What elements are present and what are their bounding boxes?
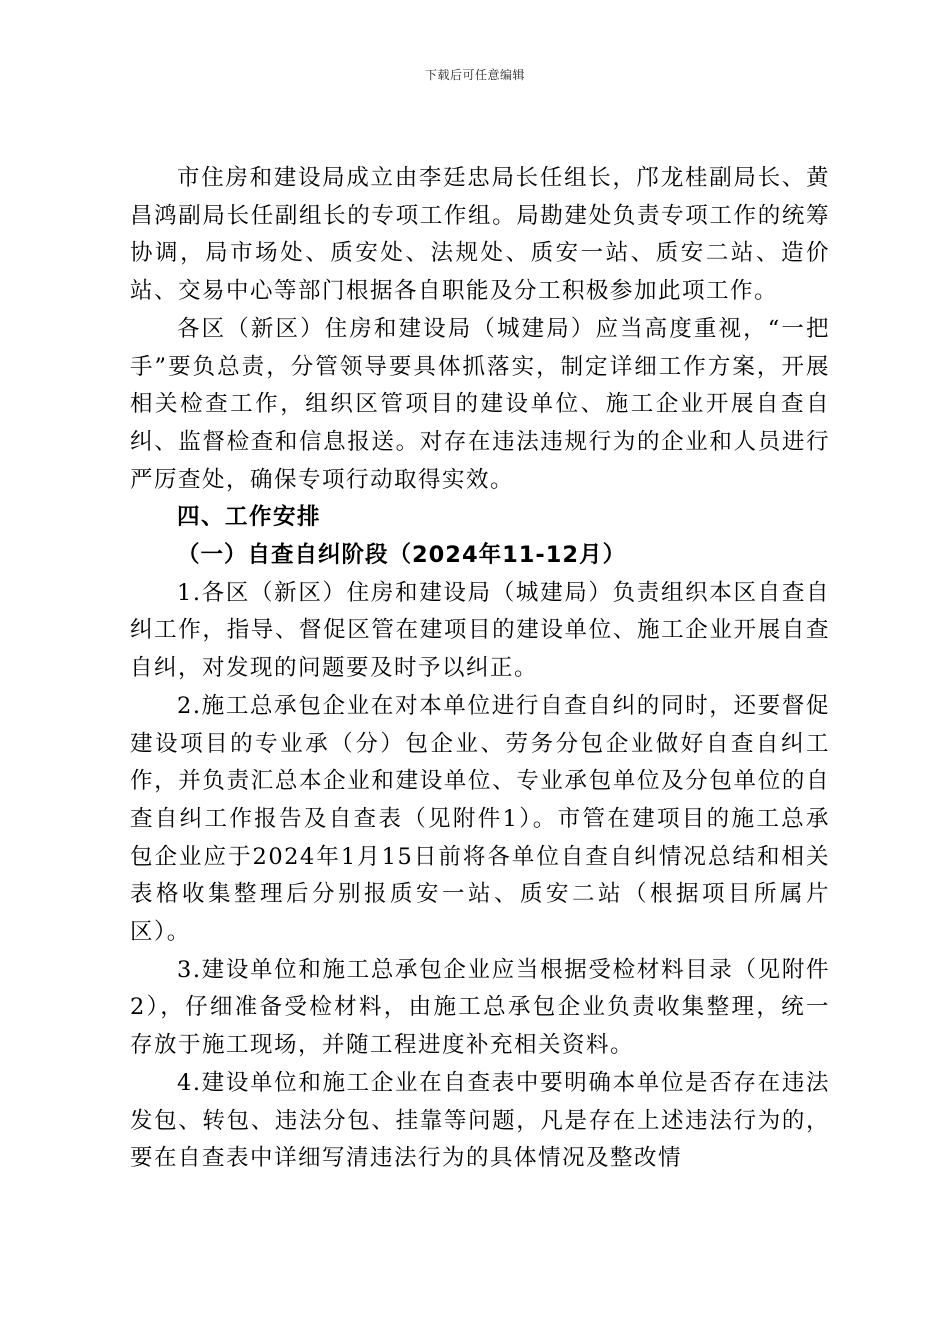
- document-body: [130, 160, 830, 1178]
- list-item-3: 3.建设单位和施工总承包企业应当根据受检材料目录（见附件2），仔细准备受检材料，由施工总承包企业负责收集整理，统一存放于施工现场，并随工程进度补充相关资料。: [130, 956, 830, 1059]
- section-heading: 四、工作安排: [177, 504, 322, 531]
- list-item-1: 1.各区（新区）住房和建设局（城建局）负责组织本区自查自纠工作，指导、督促区管在建项目的建设单位、施工企业开展自查自纠，对发现的问题要及时予以纠正。: [130, 579, 830, 682]
- paragraph-district-responsibility: 各区（新区）住房和建设局（城建局）应当高度重视，“一把手”要负总责，分管领导要具体抓落实，制定详细工作方案，开展相关检查工作，组织区管项目的建设单位、施工企业开展自查自纠、监督检查和信息报送。对存在违法违规行为的企业和人员进行严厉查处，确保专项行动取得实效。: [130, 315, 830, 493]
- list-item-4: 4.建设单位和施工企业在自查表中要明确本单位是否存在违法发包、转包、违法分包、挂靠等问题，凡是存在上述违法行为的，要在自查表中详细写清违法行为的具体情况及整改情: [130, 1069, 830, 1172]
- paragraph-work-group: 市住房和建设局成立由李廷忠局长任组长，邝龙桂副局长、黄昌鸿副局长任副组长的专项工作组。局勘建处负责专项工作的统筹协调，局市场处、质安处、法规处、质安一站、质安二站、造价站、交易中心等部门根据各自职能及分工积极参加此项工作。: [130, 165, 830, 305]
- list-item-2: 2.施工总承包企业在对本单位进行自查自纠的同时，还要督促建设项目的专业承（分）包企业、劳务分包企业做好自查自纠工作，并负责汇总本企业和建设单位、专业承包单位及分包单位的自查自纠工作报告及自查表（见附件1）。市管在建项目的施工总承包企业应于2024年1月15日前将各单位自查自纠情况总结和相关表格收集整理后分别报质安一站、质安二站（根据项目所属片区）。: [130, 692, 830, 946]
- header-note: 下载后可任意编辑: [424, 68, 525, 82]
- subsection-heading: （一）自查自纠阶段（2024年11-12月）: [177, 542, 627, 569]
